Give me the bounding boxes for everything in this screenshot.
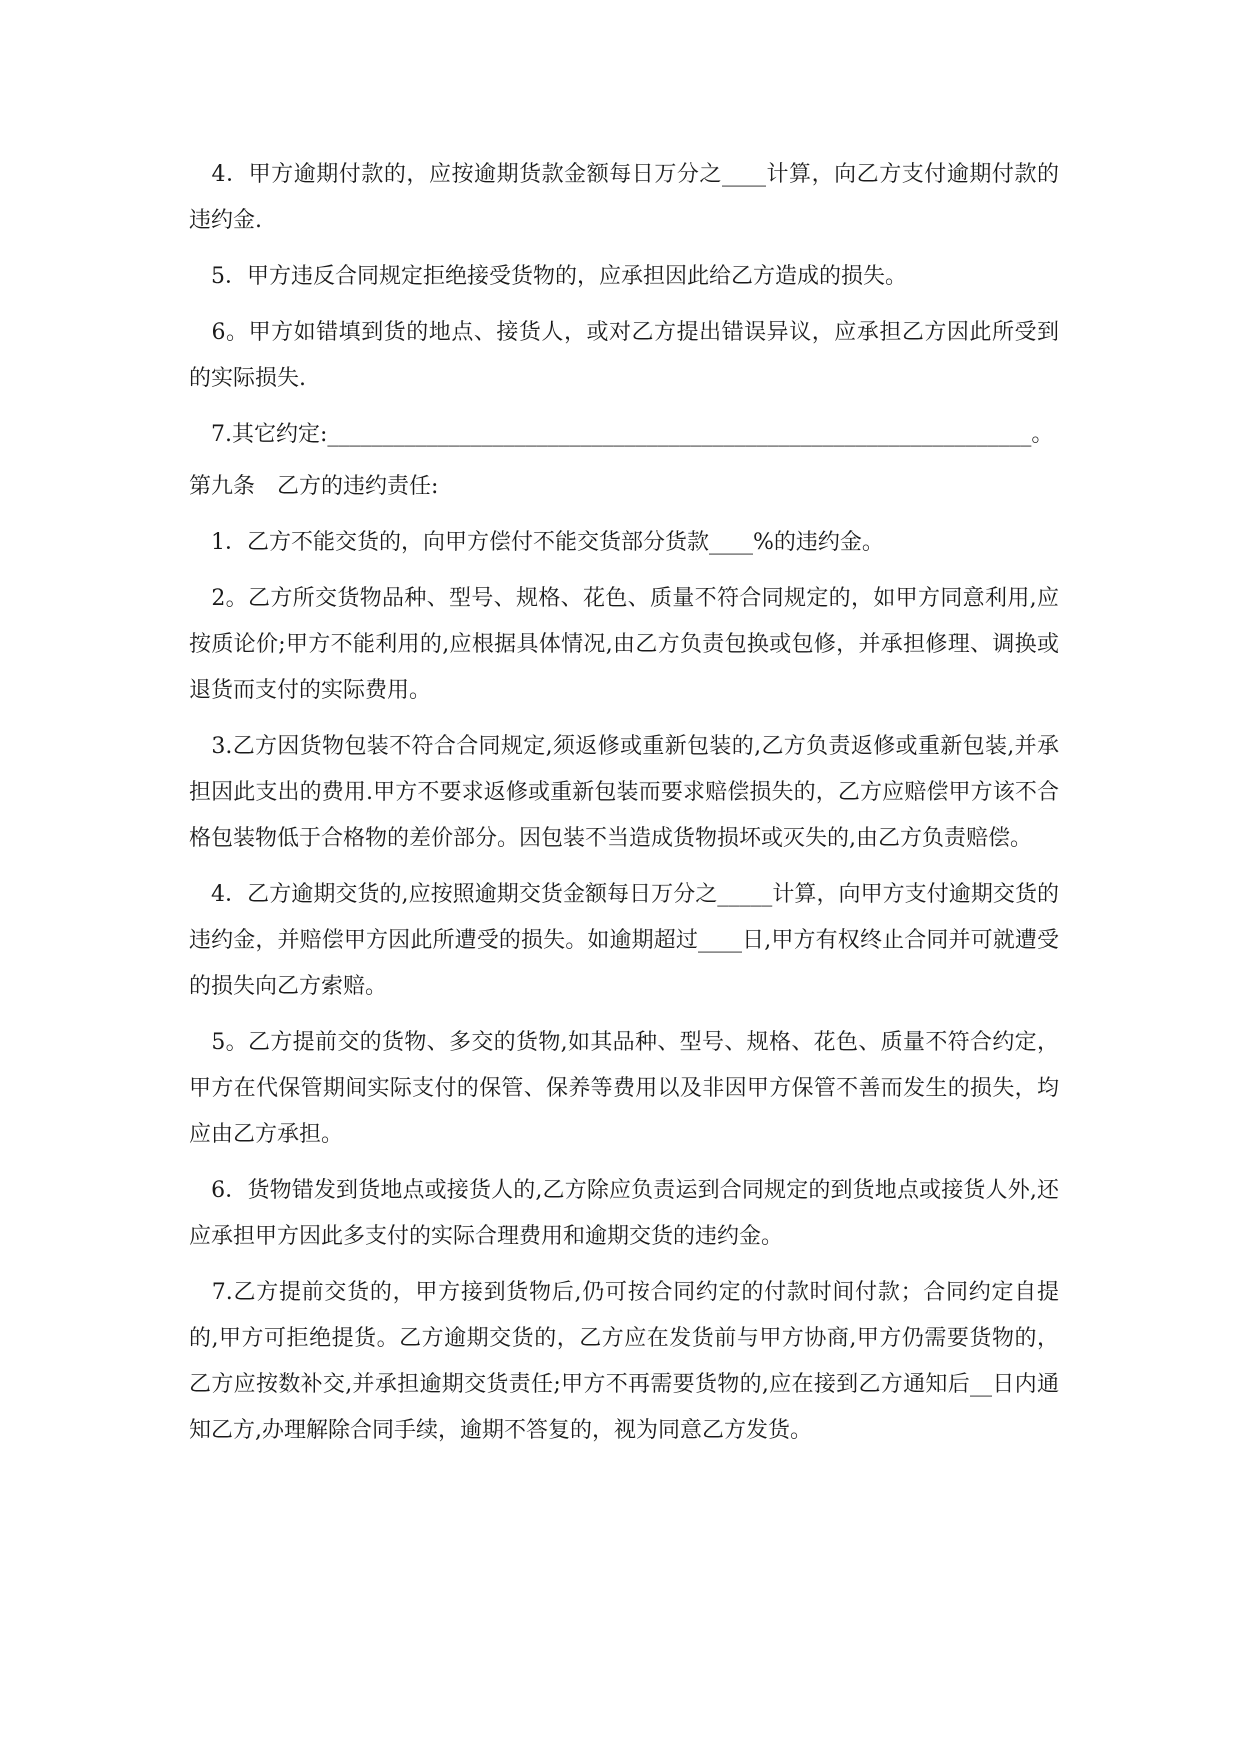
clause-seller-early-late-delivery: 7.乙方提前交货的，甲方接到货物后,仍可按合同约定的付款时间付款；合同约定自提的,甲方可拒绝提货。乙方逾期交货的，乙方应在发货前与甲方协商,甲方仍需要货物的，乙方应按数补交,并承担逾期交货责任;甲方不再需要货物的,应在接到乙方通知后__日内通知乙方,办理解除合同手续，逾期不答复的，视为同意乙方发货。 <box>189 1280 1059 1443</box>
clause-buyer-wrong-address: 6。甲方如错填到货的地点、接货人，或对乙方提出错误异议，应承担乙方因此所受到的实际损失. <box>189 320 1059 391</box>
clause-buyer-late-payment: 4．甲方逾期付款的，应按逾期货款金额每日万分之____计算，向乙方支付逾期付款的违约金. <box>189 162 1059 233</box>
clause-seller-late-delivery: 4．乙方逾期交货的,应按照逾期交货金额每日万分之_____计算，向甲方支付逾期交货的违约金，并赔偿甲方因此所遭受的损失。如逾期超过____日,甲方有权终止合同并可就遭受的损失向乙方索赔。 <box>189 882 1059 999</box>
article-9-heading: 第九条 乙方的违约责任: <box>189 474 439 499</box>
clause-buyer-other-terms: 7.其它约定:________________________________________________________________。 <box>189 422 1054 447</box>
clause-seller-packaging: 3.乙方因货物包装不符合合同规定,须返修或重新包装的,乙方负责返修或重新包装,并承担因此支出的费用.甲方不要求返修或重新包装而要求赔偿损失的，乙方应赔偿甲方该不合格包装物低于合格物的差价部分。因包装不当造成货物损坏或灭失的,由乙方负责赔偿。 <box>189 734 1059 851</box>
contract-page <box>189 152 1059 1454</box>
clause-seller-early-excess-goods: 5。乙方提前交的货物、多交的货物,如其品种、型号、规格、花色、质量不符合约定，甲方在代保管期间实际支付的保管、保养等费用以及非因甲方保管不善而发生的损失，均应由乙方承担。 <box>189 1030 1059 1147</box>
clause-seller-no-delivery: 1．乙方不能交货的，向甲方偿付不能交货部分货款____%的违约金。 <box>189 530 884 555</box>
clause-seller-nonconforming-goods: 2。乙方所交货物品种、型号、规格、花色、质量不符合同规定的，如甲方同意利用,应按质论价;甲方不能利用的,应根据具体情况,由乙方负责包换或包修，并承担修理、调换或退货而支付的实际费用。 <box>189 586 1059 703</box>
clause-seller-misdelivery: 6．货物错发到货地点或接货人的,乙方除应负责运到合同规定的到货地点或接货人外,还应承担甲方因此多支付的实际合理费用和逾期交货的违约金。 <box>189 1178 1059 1249</box>
clause-buyer-refuse-goods: 5．甲方违反合同规定拒绝接受货物的，应承担因此给乙方造成的损失。 <box>189 264 907 289</box>
